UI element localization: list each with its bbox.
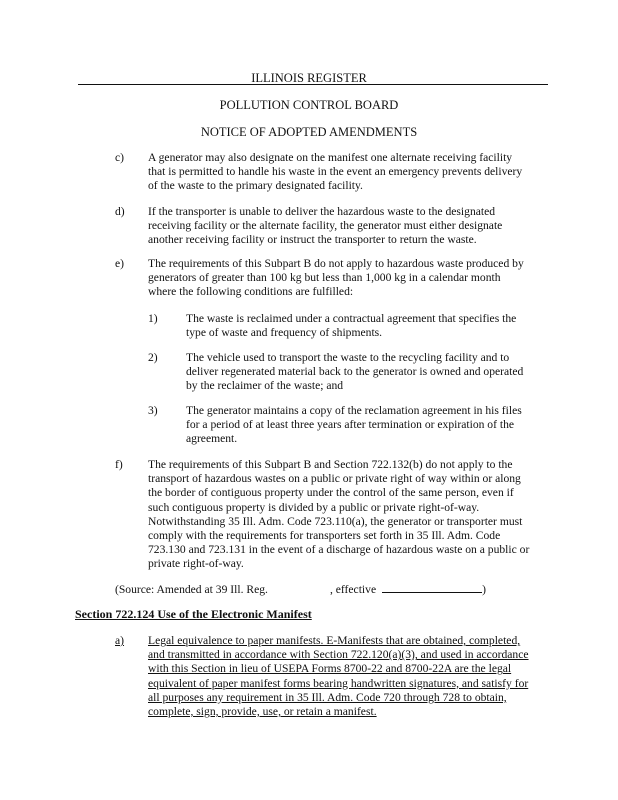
text-line: Legal equivalence to paper manifests. E-Manifests that are obtained, completed, [148, 634, 521, 647]
register-title: ILLINOIS REGISTER [251, 71, 367, 85]
text-line: for a period of at least three years after termination or expiration of the [186, 418, 515, 432]
text-line: equivalent of paper manifest forms bearing handwritten signatures, and satisfy for [148, 676, 529, 690]
text-line: and transmitted in accordance with Section 722.120(a)(3), and used in accordance [148, 648, 529, 662]
text-line: The requirements of this Subpart B do not apply to hazardous waste produced by [148, 257, 524, 270]
text-line: the border of contiguous property under the control of the same person, even if [148, 486, 514, 500]
text-line: The generator maintains a copy of the reclamation agreement in his files [186, 404, 522, 417]
text-line: with this Section in lieu of USEPA Forms 8700-22 and 8700-22A are the legal [148, 662, 512, 676]
subitem-3-label: 3) [148, 404, 158, 417]
section-a-lines [148, 634, 528, 719]
text-line: A generator may also designate on the manifest one alternate receiving facility [148, 151, 513, 164]
subitem-1-label: 1) [148, 312, 158, 325]
item-d-text [148, 205, 528, 248]
item-c-label: c) [115, 151, 125, 164]
item-f-text [148, 458, 528, 572]
text-line: Notwithstanding 35 Ill. Adm. Code 723.110(a), the generator or transporter must [148, 514, 523, 528]
text-line: 723.130 and 723.131 in the event of a discharge of hazardous waste on a public or [148, 543, 530, 557]
section-heading: Section 722.124 Use of the Electronic Manifest [75, 607, 312, 621]
text-line: that is permitted to handle his waste in the event an emergency prevents delivery [148, 165, 523, 179]
text-line: transport of hazardous wastes on a public or private right of way within or along [148, 472, 521, 486]
item-e-text [148, 257, 528, 300]
text-line: by the reclaimer of the waste; and [186, 379, 344, 393]
text-line: The requirements of this Subpart B and Section 722.132(b) do not apply to the [148, 458, 513, 471]
text-line: another receiving facility or instruct the transporter to return the waste. [148, 233, 477, 247]
text-line: The waste is reclaimed under a contractual agreement that specifies the [186, 312, 517, 325]
text-line: If the transporter is unable to deliver the hazardous waste to the designated [148, 205, 496, 218]
subitem-1-text [186, 312, 526, 340]
text-line: agreement. [186, 432, 238, 446]
text-line: deliver regenerated material back to the generator is owned and operated [186, 365, 524, 379]
text-line: generators of greater than 100 kg but less than 1,000 kg in a calendar month [148, 271, 501, 285]
header-rule [78, 84, 548, 85]
item-d-label: d) [115, 205, 125, 218]
text-line: comply with the requirements for transporters set forth in 35 Ill. Adm. Code [148, 529, 501, 543]
item-f-label: f) [115, 458, 123, 471]
text-line: type of waste and frequency of shipments. [186, 326, 383, 340]
text-line: complete, sign, provide, use, or retain a manifest. [148, 705, 377, 719]
source-note [115, 582, 486, 596]
source-effective: , effective [329, 583, 377, 596]
board-title: POLLUTION CONTROL BOARD [219, 98, 399, 112]
source-close: ) [482, 583, 486, 596]
text-line: The vehicle used to transport the waste to the recycling facility and to [186, 351, 510, 364]
text-line: of the waste to the primary designated facility. [148, 179, 363, 193]
notice-title: NOTICE OF ADOPTED AMENDMENTS [200, 125, 418, 139]
section-a-label: a) [115, 634, 125, 647]
effective-date-blank [382, 582, 482, 593]
subitem-2-text [186, 351, 526, 394]
text-line: such contiguous property is divided by a public or private right-of-way. [148, 500, 480, 514]
item-c-text [148, 151, 528, 194]
subitem-3-text [186, 404, 526, 447]
subitem-2-label: 2) [148, 351, 158, 364]
text-line: all purposes any requirement in 35 Ill. Adm. Code 720 through 728 to obtain, [148, 690, 507, 704]
text-line: private right-of-way. [148, 557, 244, 571]
source-open: (Source: Amended at 39 Ill. Reg. [115, 583, 268, 596]
text-line: where the following conditions are fulfilled: [148, 285, 354, 299]
text-line: receiving facility or the alternate facility, the generator must either designate [148, 219, 503, 233]
item-e-label: e) [115, 257, 125, 270]
